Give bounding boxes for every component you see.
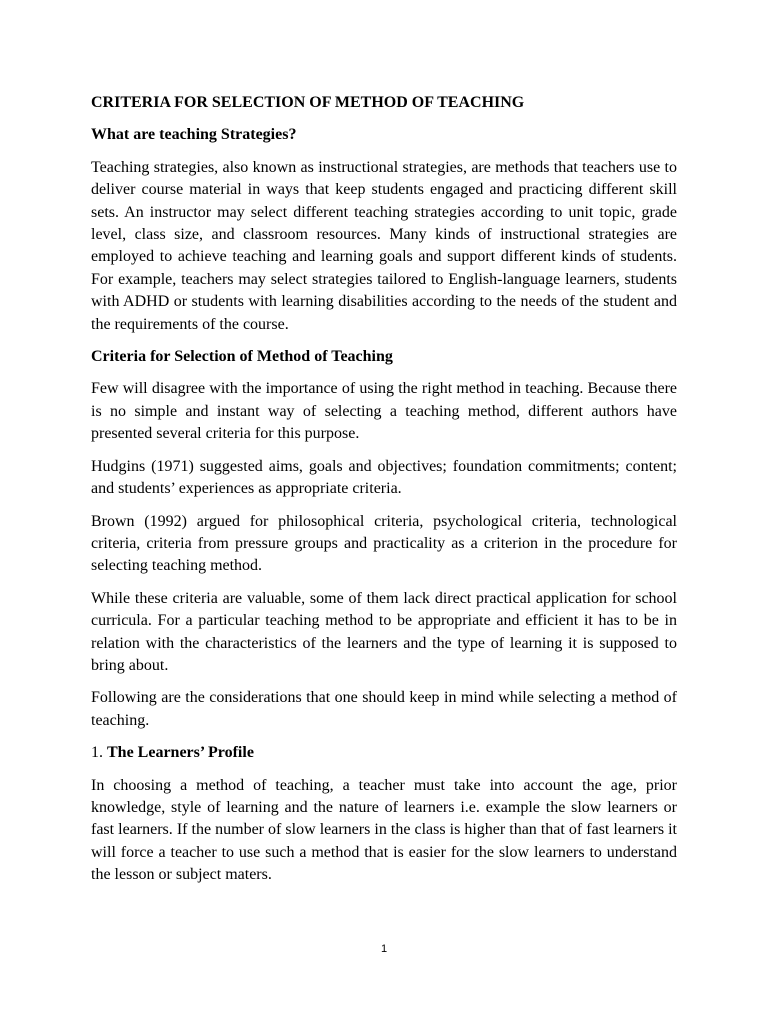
paragraph-brown: Brown (1992) argued for philosophical criteria, psychological criteria, technological criteria, criteria from pressure groups and practicality as a criterion in the procedure for selecting teaching method. bbox=[91, 512, 677, 575]
paragraph-considerations: Following are the considerations that one should keep in mind while selecting a method of teaching. bbox=[91, 689, 677, 729]
numbered-heading-learners-profile bbox=[91, 742, 677, 764]
document-title: CRITERIA FOR SELECTION OF METHOD OF TEACHING bbox=[91, 94, 525, 111]
item-number: 1. bbox=[91, 744, 103, 762]
page-content bbox=[91, 92, 677, 897]
page-number: 1 bbox=[380, 943, 388, 955]
paragraph-learners-profile: In choosing a method of teaching, a teacher must take into account the age, prior knowledge, style of learning and the nature of learners i.e. example the slow learners or fast learners. If the number of slow learners in the class is higher than that of fast learners it will force a teacher to use such a method that is easier for the slow learners to understand the lesson or subject maters. bbox=[91, 776, 677, 884]
paragraph-criteria-value: While these criteria are valuable, some of them lack direct practical application for school curricula. For a particular teaching method to be appropriate and efficient it has to be in relation with the characteristics of the learners and the type of learning it is supposed to bring about. bbox=[91, 589, 677, 674]
item-heading: The Learners’ Profile bbox=[107, 744, 254, 762]
paragraph-hudgins: Hudgins (1971) suggested aims, goals and objectives; foundation commitments; content; and students’ experiences as appropriate criteria. bbox=[91, 457, 677, 498]
paragraph-teaching-strategies: Teaching strategies, also known as instructional strategies, are methods that teachers use to deliver course material in ways that keep students engaged and practicing different skill sets. An instructor may select different teaching strategies according to unit topic, grade level, class size, and classroom resources. Many kinds of instructional strategies are employed to achieve teaching and learning goals and support different kinds of students. For example, teachers may select strategies tailored to English-language learners, students with ADHD or students with learning disabilities according to the needs of the student and the requirements of the course. bbox=[91, 158, 677, 333]
section-heading-criteria: Criteria for Selection of Method of Teaching bbox=[91, 348, 393, 366]
section-heading-teaching-strategies: What are teaching Strategies? bbox=[91, 126, 297, 144]
paragraph-importance: Few will disagree with the importance of using the right method in teaching. Because there is no simple and instant way of selecting a teaching method, different authors have presented several criteria for this purpose. bbox=[91, 380, 677, 443]
